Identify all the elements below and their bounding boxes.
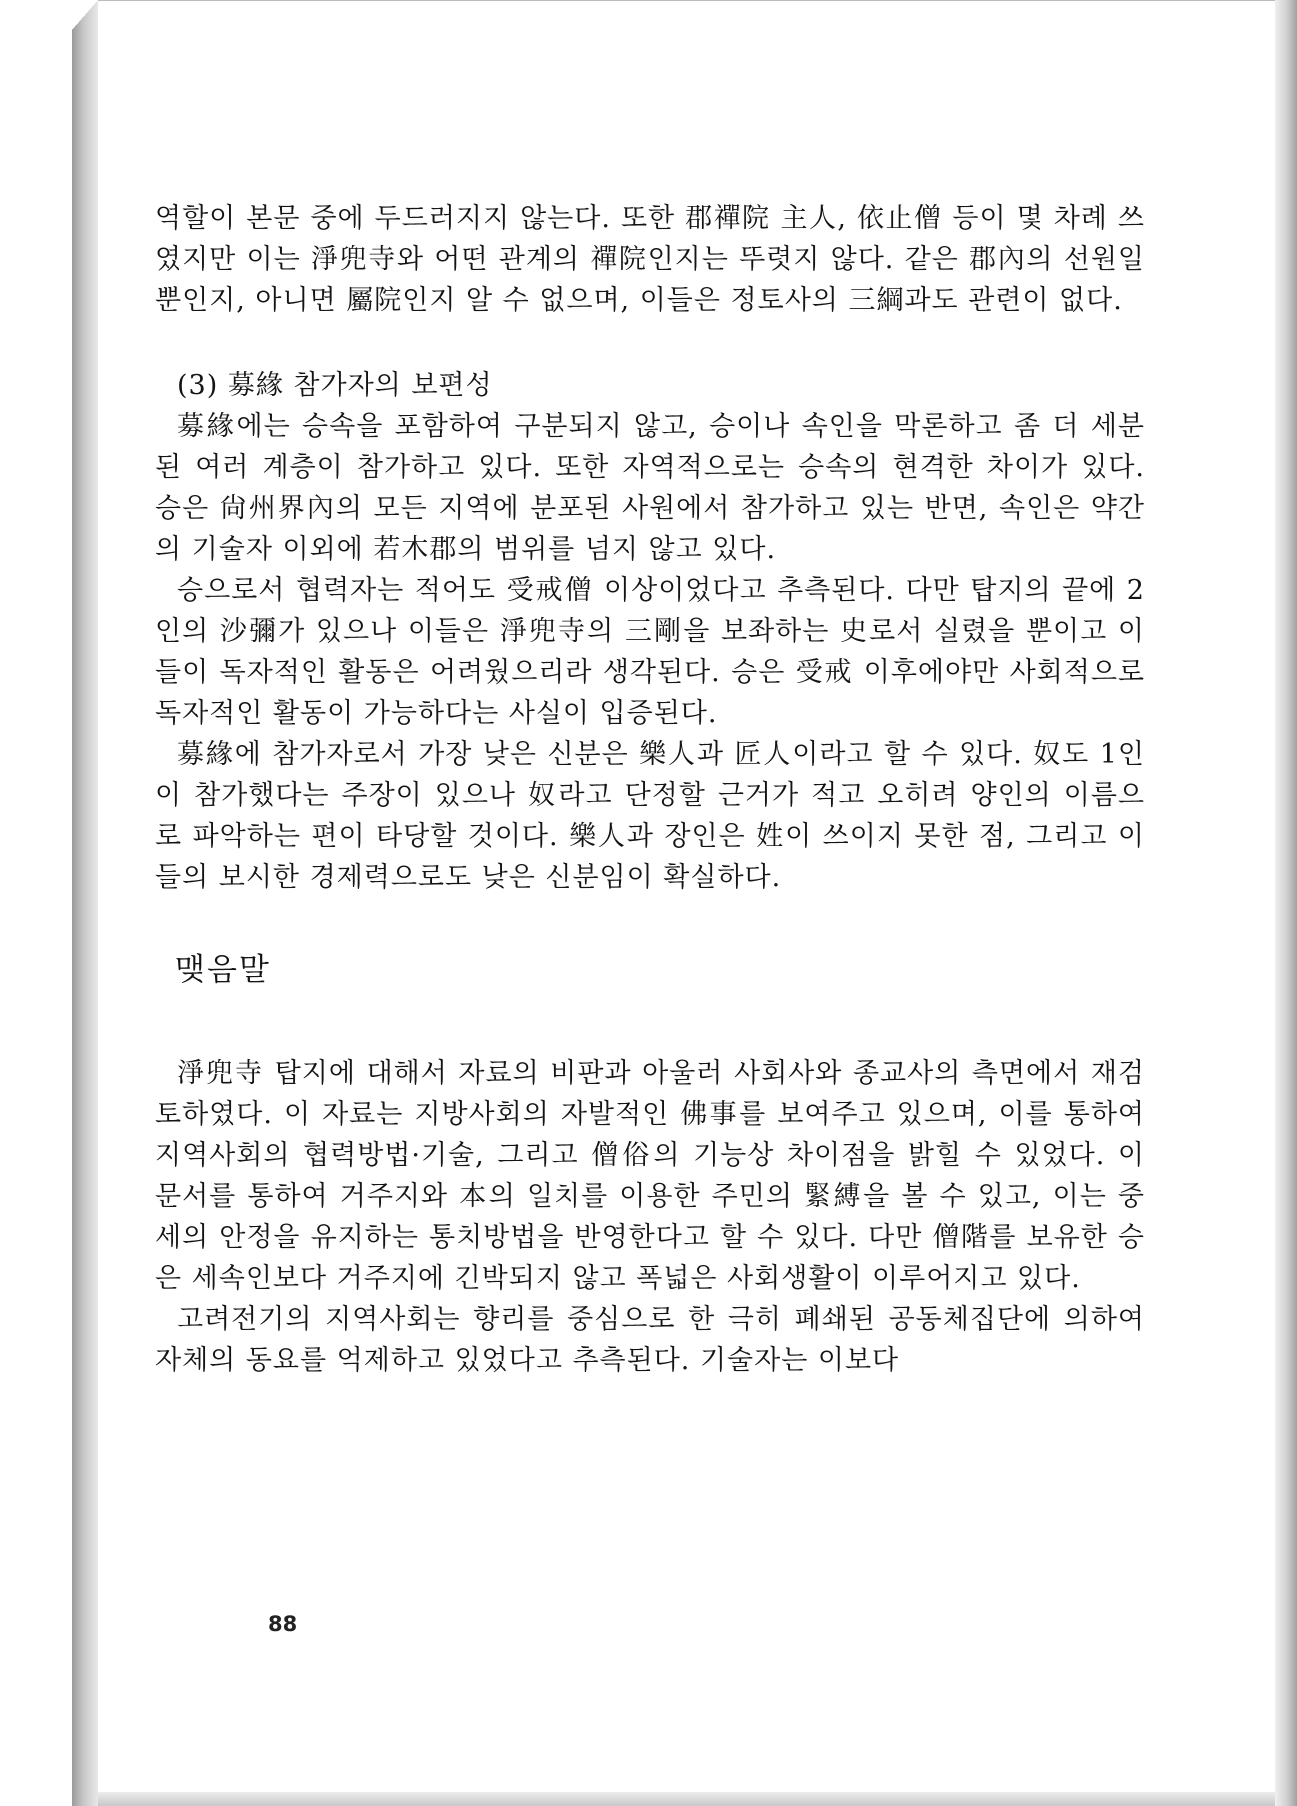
book-page-edge-right	[1275, 0, 1297, 1806]
page-number: 88	[268, 1612, 298, 1636]
section-title: 맺음말	[175, 952, 271, 988]
body-paragraph-2: 승으로서 협력자는 적어도 受戒僧 이상이었다고 추측된다. 다만 탑지의 끝에 2인의 沙彌가 있으나 이들은 淨兜寺의 三剛을 보좌하는 史로서 실렸을 뿐이고 이들이 독자적인 활동은 어려웠으리라 생각된다. 승은 受戒 이후에야만 사회적으로 독자적인 활동이 가능하다는 사실이 입증된다.	[155, 575, 1145, 729]
book-page-shadow	[98, 1790, 1275, 1806]
book-page-corner	[72, 0, 98, 30]
book-page-edge-left	[72, 0, 98, 1806]
conclusion-paragraph-2: 고려전기의 지역사회는 향리를 중심으로 한 극히 폐쇄된 공동체집단에 의하여 자체의 동요를 억제하고 있었다고 추측된다. 기술자는 이보다	[155, 1304, 1145, 1376]
intro-paragraph: 역할이 본문 중에 두드러지지 않는다. 또한 郡禪院 主人, 依止僧 등이 몇 차례 쓰였지만 이는 淨兜寺와 어떤 관계의 禪院인지는 뚜렷지 않다. 같은 郡內의 선원일 뿐인지, 아니면 屬院인지 알 수 없으며, 이들은 정토사의 三綱과도 관련이 없다.	[155, 203, 1145, 316]
body-paragraph-1: 募緣에는 승속을 포함하여 구분되지 않고, 승이나 속인을 막론하고 좀 더 세분된 여러 계층이 참가하고 있다. 또한 자역적으로는 승속의 현격한 차이가 있다. 승은 尙州界內의 모든 지역에 분포된 사원에서 참가하고 있는 반면, 속인은 약간의 기술자 이외에 若木郡의 범위를 넘지 않고 있다.	[155, 411, 1145, 565]
page-body	[155, 198, 1145, 1381]
body-paragraph-3: 募緣에 참가자로서 가장 낮은 신분은 樂人과 匠人이라고 할 수 있다. 奴도 1인이 참가했다는 주장이 있으나 奴라고 단정할 근거가 적고 오히려 양인의 이름으로 파악하는 편이 타당할 것이다. 樂人과 장인은 姓이 쓰이지 못한 점, 그리고 이들의 보시한 경제력으로도 낮은 신분임이 확실하다.	[155, 739, 1145, 893]
conclusion-paragraph-1: 淨兜寺 탑지에 대해서 자료의 비판과 아울러 사회사와 종교사의 측면에서 재검토하였다. 이 자료는 지방사회의 자발적인 佛事를 보여주고 있으며, 이를 통하여 지역사회의 협력방법·기술, 그리고 僧俗의 기능상 차이점을 밝힐 수 있었다. 이 문서를 통하여 거주지와 本의 일치를 이용한 주민의 緊縛을 볼 수 있고, 이는 중세의 안정을 유지하는 통치방법을 반영한다고 할 수 있다. 다만 僧階를 보유한 승은 세속인보다 거주지에 긴박되지 않고 폭넓은 사회생활이 이루어지고 있다.	[155, 1058, 1145, 1294]
subsection-title: (3) 募緣 참가자의 보편성	[177, 370, 493, 401]
